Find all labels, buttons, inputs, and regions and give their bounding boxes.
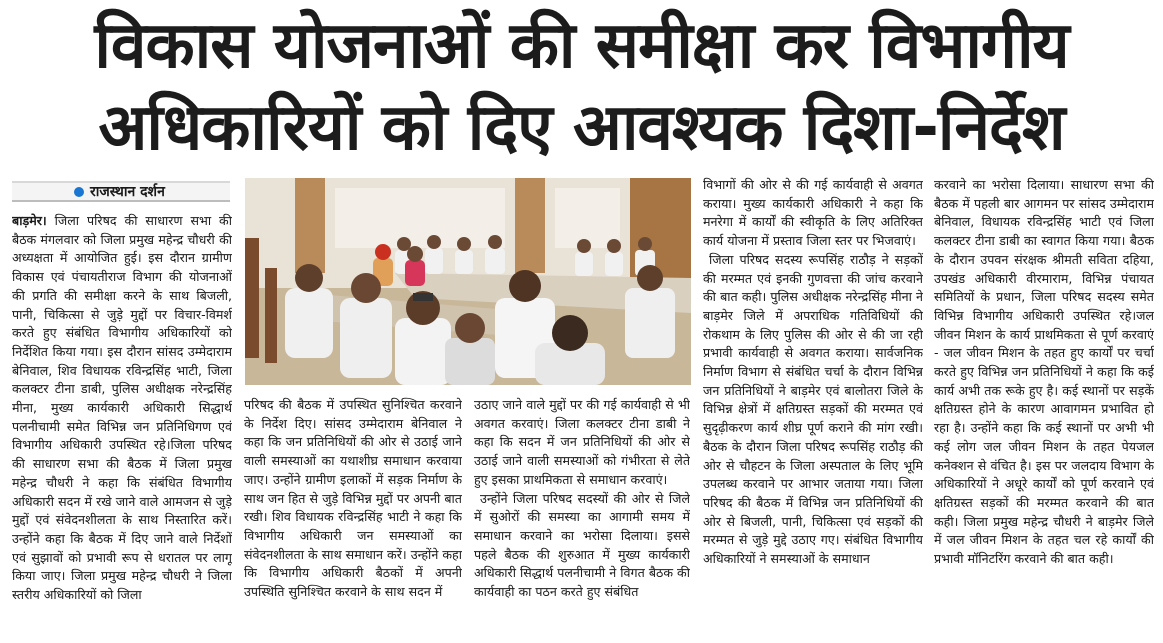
column-4-paragraph-1: विभागों की ओर से की गई कार्यवाही से अवगत कराया। मुख्य कार्यकारी अधिकारी ने कहा कि मनरेगा में कार्यों की स्वीकृति के लिए अतिरिक्त कार्य योजना में प्रस्ताव जिला स्तर पर भिजवाएं। [703, 177, 923, 249]
bullet-dot-icon [74, 187, 84, 197]
column-5-text: करवाने का भरोसा दिलाया। साधारण सभा की बैठक में पहली बार आगमन पर सांसद उम्मेदाराम बेनिवाल, विधायक रविन्द्रसिंह भाटी एवं जिला कलक्टर टीना डाबी का स्वागत किया गया। बैठक के दौरान उपवन संरक्षक श्रीमती सविता दहिया, उपखंड अधिकारी वीरमाराम, विभिन्न पंचायत समितियों के प्रधान, जिला परिषद सदस्य समेत विभिन्न विभागीय अधिकारी उपस्थित रहे।जल जीवन मिशन के कार्य प्राथमिकता से पूर्ण करवाएं - जल जीवन मिशन के तहत हुए कार्यों पर चर्चा करते हुए विभिन्न जन प्रतिनिधियों ने कहा कि कई कार्य अभी तक रूके हुए है। कई स्थानों पर सड़कें क्षतिग्रस्त होने के कारण आवागमन प्रभावित हो रहा है। उन्होंने कहा कि कई स्थानों पर अभी भी कई लोग जल जीवन मिशन के तहत पेयजल कनेक्शन से वंचित है। इस पर जलदाय विभाग के अधिकारियों ने अधूरे कार्यों को पूर्ण करवाने एवं क्षतिग्रस्त सड़कों की मरम्मत करवाने की बात कही। जिला प्रमुख महेन्द्र चौधरी ने बाड़मेर जिले में जल जीवन मिशन के तहत चल रहे कार्यों की प्रभावी मॉनिटरिंग करवाने की बात कही। [934, 177, 1154, 567]
column-3-paragraph-2: उन्होंने जिला परिषद सदस्यों की ओर से जिले में सुओरों की समस्या का आगामी समय में समाधान करवाने का भरोसा दिलाया। इससे पहले बैठक की शुरुआत में मुख्य कार्यकारी अधिकारी सिद्धार्थ पलनीचामी ने विगत बैठक की कार्यवाही का पठन करते हुए संबंधित [474, 490, 690, 600]
column-1-text: जिला परिषद की साधारण सभा की बैठक मंगलवार को जिला प्रमुख महेन्द्र चौधरी की अध्यक्षता में आयोजित हुई। इस दौरान ग्रामीण विकास एवं पंचायतीराज विभाग की योजनाओं की प्रगति की समीक्षा करने के साथ बिजली, पानी, चिकित्सा से जुड़े मुद्दों पर विचार-विमर्श करते हुए संबंधित विभागीय अधिकारियों को निर्देशित किया गया। इस दौरान सांसद उम्मेदाराम बेनिवाल, शिव विधायक रविन्द्रसिंह भाटी, जिला कलक्टर टीना डाबी, पुलिस अधीक्षक नरेन्द्रसिंह मीना, मुख्य कार्यकारी अधिकारी सिद्धार्थ पलनीचामी समेत विभिन्न जन प्रतिनिधिगण एवं विभागीय अधिकारी उपस्थित रहे।जिला परिषद की साधारण सभा की बैठक में जिला प्रमुख महेन्द्र चौधरी ने कहा कि संबंधित विभागीय अधिकारी सदन में रखे जाने वाले आमजन से जुड़े मुद्दों एवं संवेदनशीलता के साथ निस्तारित करें। उन्होंने कहा कि बैठक में दिए जाने वाले निर्देशों एवं सुझावों को प्रभावी रूप से धरातल पर लागू किया जाए। जिला प्रमुख महेन्द्र चौधरी ने जिला स्तरीय अधिकारियों को जिला [12, 213, 232, 603]
article-column-4 [703, 176, 923, 640]
byline-source: राजस्थान दर्शन [90, 184, 165, 200]
column-2-text: परिषद की बैठक में उपस्थित सुनिश्चित करवाने के निर्देश दिए। सांसद उम्मेदाराम बेनिवाल ने कहा कि जन प्रतिनिधियों की ओर से उठाई जाने वाली समस्याओं का यथाशीघ्र समाधान करवाया जाए। उन्होंने ग्रामीण इलाकों में सड़क निर्माण के साथ जन हित से जुड़े विभिन्न मुद्दों पर अपनी बात रखी। शिव विधायक रविन्द्रसिंह भाटी ने कहा कि विभागीय अधिकारी जन समस्याओं का संवेदनशीलता के साथ समाधान करें। उन्होंने कहा कि विभागीय अधिकारी बैठकों में अपनी उपस्थिति सुनिश्चित करवाने के साथ सदन में [244, 397, 462, 600]
headline-line-1: विकास योजनाओं की समीक्षा कर विभागीय [94, 9, 1069, 83]
headline-line-2: अधिकारियों को दिए आवश्यक दिशा-निर्देश [98, 91, 1065, 165]
column-3-paragraph-1: उठाए जाने वाले मुद्दों पर की गई कार्यवाही से भी अवगत करवाएं। जिला कलक्टर टीना डाबी ने कहा कि सदन में जन प्रतिनिधियों की ओर से उठाई जाने वाली समस्याओं को गंभीरता से लेते हुए इसका प्राथमिकता से समाधान करवाएं। [474, 397, 690, 487]
article-column-2 [244, 396, 462, 640]
meeting-photo-icon [245, 178, 691, 385]
article-column-5 [934, 176, 1154, 640]
meeting-photo [245, 178, 691, 385]
article-column-1 [12, 212, 232, 640]
column-4-paragraph-2: जिला परिषद सदस्य रूपसिंह राठौड़ ने सड़कों की मरम्मत एवं इनकी गुणवत्ता की जांच करवाने की बात कही। पुलिस अधीक्षक नरेन्द्रसिंह मीना ने बाड़मेर जिले में अपराधिक गतिविधियों की रोकथाम के लिए पुलिस की ओर से की जा रही प्रभावी कार्यवाही से अवगत कराया। सार्वजनिक निर्माण विभाग से संबंधित चर्चा के दौरान विभिन्न जन प्रतिनिधियों ने बाड़मेर एवं बालोतरा जिले के विभिन्न क्षेत्रों में क्षतिग्रस्त सड़कों की मरम्मत एवं सुदृढ़ीकरण कार्य शीघ्र पूर्ण कराने की मांग रखी। बैठक के दौरान जिला परिषद रूपसिंह राठौड़ की ओर से चौहटन के जिला अस्पताल के लिए भूमि उपलब्ध करवाने पर आभार जताया गया। जिला परिषद की बैठक में विभिन्न जन प्रतिनिधियों की ओर से बिजली, पानी, चिकित्सा एवं सड़कों की मरम्मत से जुड़े मुद्दे उठाए गए। संबंधित विभागीय अधिकारियों ने समस्याओं के समाधान [703, 251, 923, 567]
article-column-3 [474, 396, 690, 640]
dateline: बाड़मेर। [12, 213, 47, 228]
byline [12, 181, 230, 202]
